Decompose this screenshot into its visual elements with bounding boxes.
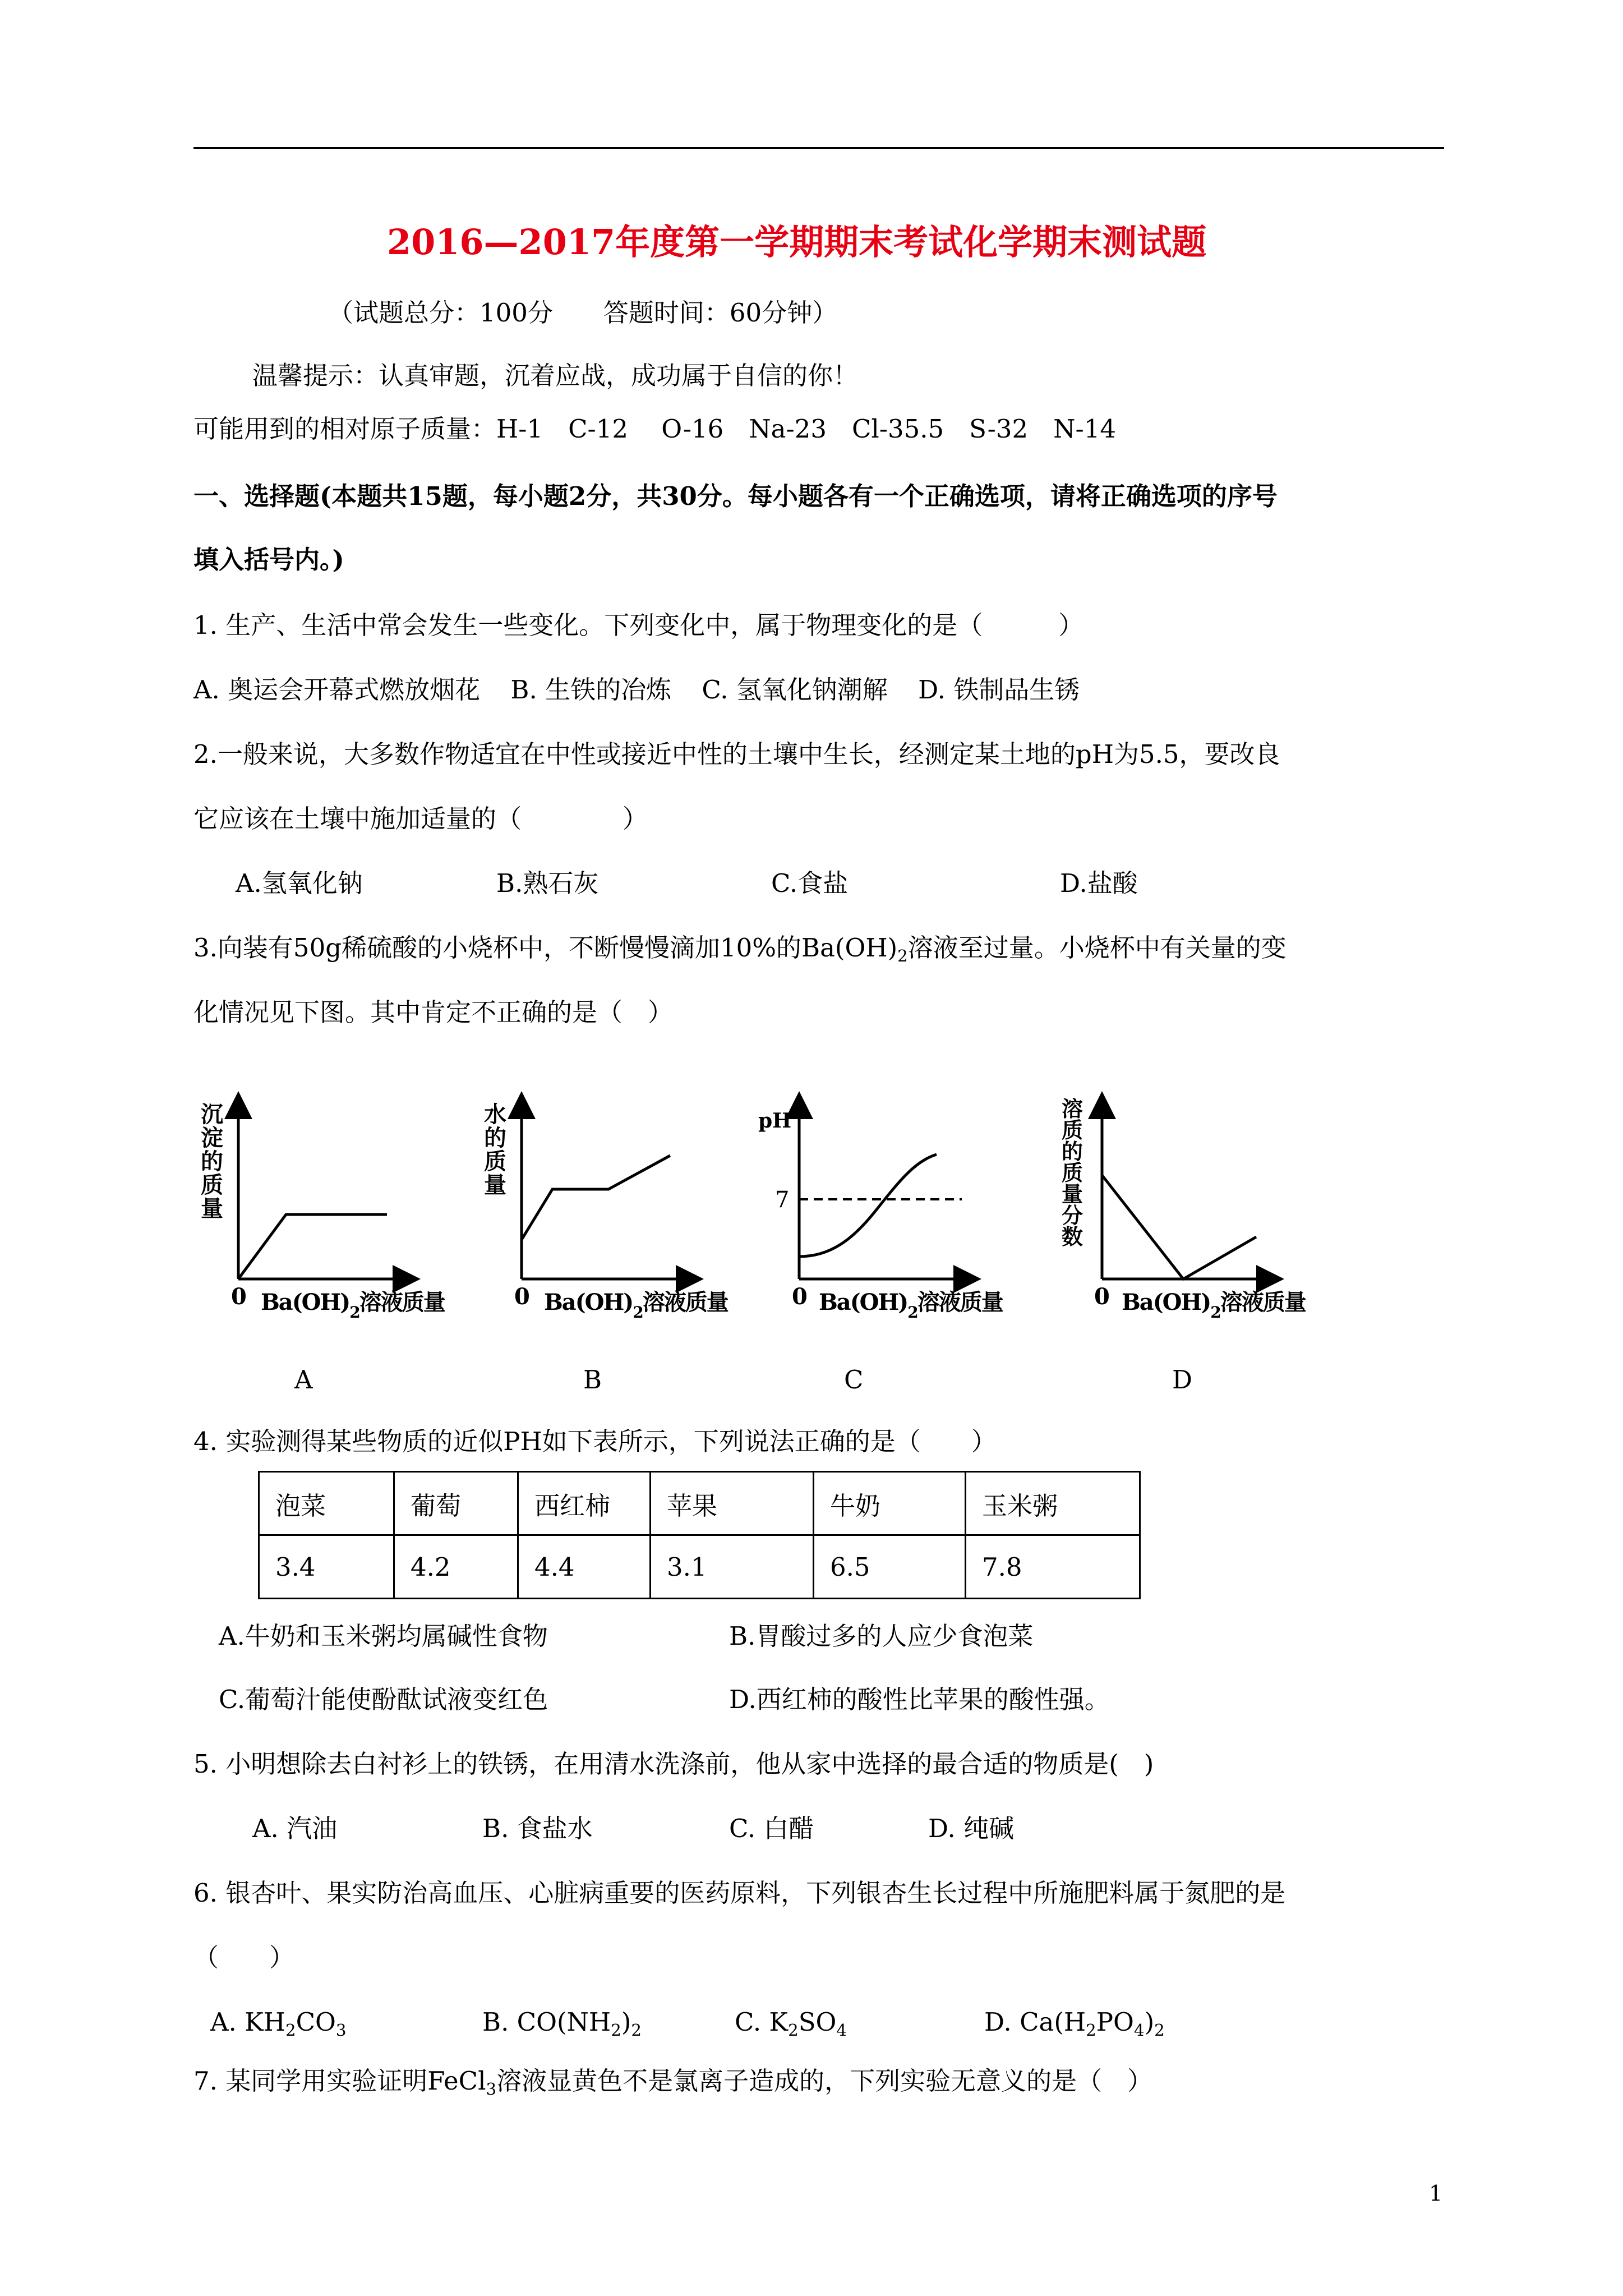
graph-d-caption: D [1172, 1365, 1193, 1395]
graph-a-ylabel-3: 的 [201, 1148, 223, 1175]
section-heading-2: 填入括号内。) [193, 545, 344, 574]
graph-c-origin: 0 [792, 1283, 808, 1310]
graph-a [196, 1088, 445, 1335]
graph-d-ylabel-1: 溶 [1062, 1096, 1083, 1121]
q6-stem-line1: 6. 银杏叶、果实防治高血压、心脏病重要的医药原料，下列银杏生长过程中所施肥料属于氮肥的是 [193, 1878, 1286, 1908]
graph-a-ylabel-4: 质 [201, 1172, 223, 1198]
table-cell: 4.2 [394, 1535, 518, 1599]
graph-d-ylabel-4: 质 [1062, 1160, 1083, 1185]
atomic-masses: 可能用到的相对原子质量：H-1 C-12 O-16 Na-23 Cl-35.5 S-32 N-14 [193, 414, 1116, 444]
q5-option-c[interactable]: C. 白醋 [729, 1814, 814, 1843]
warm-tip: 温馨提示：认真审题，沉着应战，成功属于自信的你！ [252, 361, 859, 390]
table-header-cell: 牛奶 [814, 1472, 966, 1535]
graph-a-caption: A [294, 1365, 313, 1395]
table-cell: 7.8 [966, 1535, 1140, 1599]
table-row [259, 1472, 1140, 1535]
graph-c-ref-label: 7 [775, 1187, 790, 1213]
q1-stem: 1. 生产、生活中常会发生一些变化。下列变化中，属于物理变化的是（ ） [193, 610, 1084, 640]
table-header-cell: 葡萄 [394, 1472, 518, 1535]
q5-stem: 5. 小明想除去白衬衫上的铁锈，在用清水洗涤前，他从家中选择的最合适的物质是( ) [193, 1749, 1154, 1779]
graph-b-ylabel-1: 水 [484, 1101, 506, 1128]
q2-stem-line1: 2.一般来说，大多数作物适宜在中性或接近中性的土壤中生长，经测定某土地的pH为5.5，要改良 [193, 739, 1280, 769]
graph-c [751, 1088, 1003, 1335]
graph-d-xlabel: $Ba(OH)_2$溶液质量 [1122, 1289, 1306, 1322]
graph-b-xlabel: $Ba(OH)_2$溶液质量 [544, 1289, 728, 1322]
header-rule [193, 147, 1444, 149]
q4-option-a[interactable]: A.牛奶和玉米粥均属碱性食物 [219, 1621, 548, 1651]
q4-option-b[interactable]: B.胃酸过多的人应少食泡菜 [729, 1621, 1034, 1651]
graph-d-ylabel-5: 量 [1062, 1181, 1083, 1207]
graph-c-ylabel: pH [758, 1109, 792, 1133]
q7-stem: 7. 某同学用实验证明FeCl$_3$溶液显黄色不是氯离子造成的，下列实验无意义的是（ ） [193, 2066, 1153, 2099]
q4-option-d[interactable]: D.西红柿的酸性比苹果的酸性强。 [729, 1685, 1110, 1714]
graph-b [479, 1088, 728, 1335]
q6-option-a[interactable]: A. $KH_2CO_3$ [210, 2007, 347, 2040]
graph-a-origin: 0 [231, 1283, 247, 1310]
graph-b-ylabel-2: 的 [484, 1125, 506, 1151]
graph-b-ylabel-3: 质 [484, 1148, 506, 1175]
q5-option-a[interactable]: A. 汽油 [252, 1814, 338, 1843]
q6-option-d[interactable]: D. $Ca(H_2PO_4)_2$ [984, 2007, 1165, 2040]
table-header-cell: 泡菜 [259, 1472, 394, 1535]
q6-option-c[interactable]: C. $K_2SO_4$ [735, 2007, 847, 2040]
ph-table [258, 1471, 1141, 1599]
q4-option-c[interactable]: C.葡萄汁能使酚酞试液变红色 [219, 1685, 548, 1714]
graph-d-ylabel-7: 数 [1062, 1224, 1083, 1249]
q4-stem: 4. 实验测得某些物质的近似PH如下表所示，下列说法正确的是（ ） [193, 1427, 997, 1456]
q2-option-d[interactable]: D.盐酸 [1060, 868, 1138, 898]
graph-b-curve [522, 1156, 670, 1240]
graph-b-origin: 0 [514, 1283, 530, 1310]
table-header-cell: 苹果 [651, 1472, 814, 1535]
q1-option-b[interactable]: B. 生铁的冶炼 [510, 675, 672, 705]
q2-option-c[interactable]: C.食盐 [771, 868, 849, 898]
graph-d [1057, 1088, 1306, 1335]
q2-stem-line2: 它应该在土壤中施加适量的（ ） [193, 804, 648, 834]
graph-d-origin: 0 [1094, 1283, 1110, 1310]
graph-b-ylabel-4: 量 [484, 1172, 506, 1198]
q3-stem-line2: 化情况见下图。其中肯定不正确的是（ ） [193, 997, 674, 1027]
graph-b-caption: B [583, 1365, 602, 1395]
table-cell: 3.4 [259, 1535, 394, 1599]
graph-d-curve [1102, 1175, 1256, 1279]
q2-option-a[interactable]: A.氢氧化钠 [236, 868, 363, 898]
graph-a-xlabel: $Ba(OH)_2$溶液质量 [261, 1289, 445, 1322]
q5-option-d[interactable]: D. 纯碱 [928, 1814, 1015, 1843]
table-cell: 3.1 [651, 1535, 814, 1599]
table-row [259, 1535, 1140, 1599]
page-number: 1 [1429, 2181, 1443, 2206]
q6-option-b[interactable]: B. $CO(NH_2)_2$ [482, 2007, 642, 2040]
graph-d-ylabel-6: 分 [1062, 1203, 1083, 1228]
page-title: 2016—2017年度第一学期期末考试化学期末测试题 [387, 222, 1207, 263]
q1-option-d[interactable]: D. 铁制品生锈 [918, 675, 1080, 705]
graph-a-ylabel-2: 淀 [201, 1125, 223, 1151]
graph-a-curve [238, 1214, 387, 1279]
graph-c-xlabel: $Ba(OH)_2$溶液质量 [819, 1289, 1003, 1322]
table-cell: 6.5 [814, 1535, 966, 1599]
graph-d-ylabel-2: 质 [1062, 1117, 1083, 1143]
graph-d-ylabel-3: 的 [1062, 1139, 1083, 1164]
graph-c-caption: C [844, 1365, 864, 1395]
graph-c-curve [799, 1154, 937, 1257]
exam-info: （试题总分：100分 答题时间：60分钟） [328, 298, 838, 328]
q3-stem-line1: 3.向装有50g稀硫酸的小烧杯中，不断慢慢滴加10%的$Ba(OH)_2$溶液至过量。小烧杯中有关量的变 [193, 933, 1287, 965]
table-cell: 4.4 [518, 1535, 651, 1599]
section-heading-1: 一、选择题(本题共15题，每小题2分，共30分。每小题各有一个正确选项，请将正确选项的序号 [193, 481, 1278, 511]
table-header-cell: 玉米粥 [966, 1472, 1140, 1535]
q6-stem-line2: （ ） [193, 1943, 295, 1972]
table-header-cell: 西红柿 [518, 1472, 651, 1535]
graph-a-ylabel-1: 沉 [201, 1101, 223, 1128]
q5-option-b[interactable]: B. 食盐水 [482, 1814, 593, 1843]
graph-a-ylabel-5: 量 [201, 1195, 223, 1222]
q2-option-b[interactable]: B.熟石灰 [496, 868, 599, 898]
q1-option-a[interactable]: A. 奥运会开幕式燃放烟花 [193, 675, 481, 705]
q1-options [193, 673, 1080, 707]
q1-option-c[interactable]: C. 氢氧化钠潮解 [702, 675, 888, 705]
